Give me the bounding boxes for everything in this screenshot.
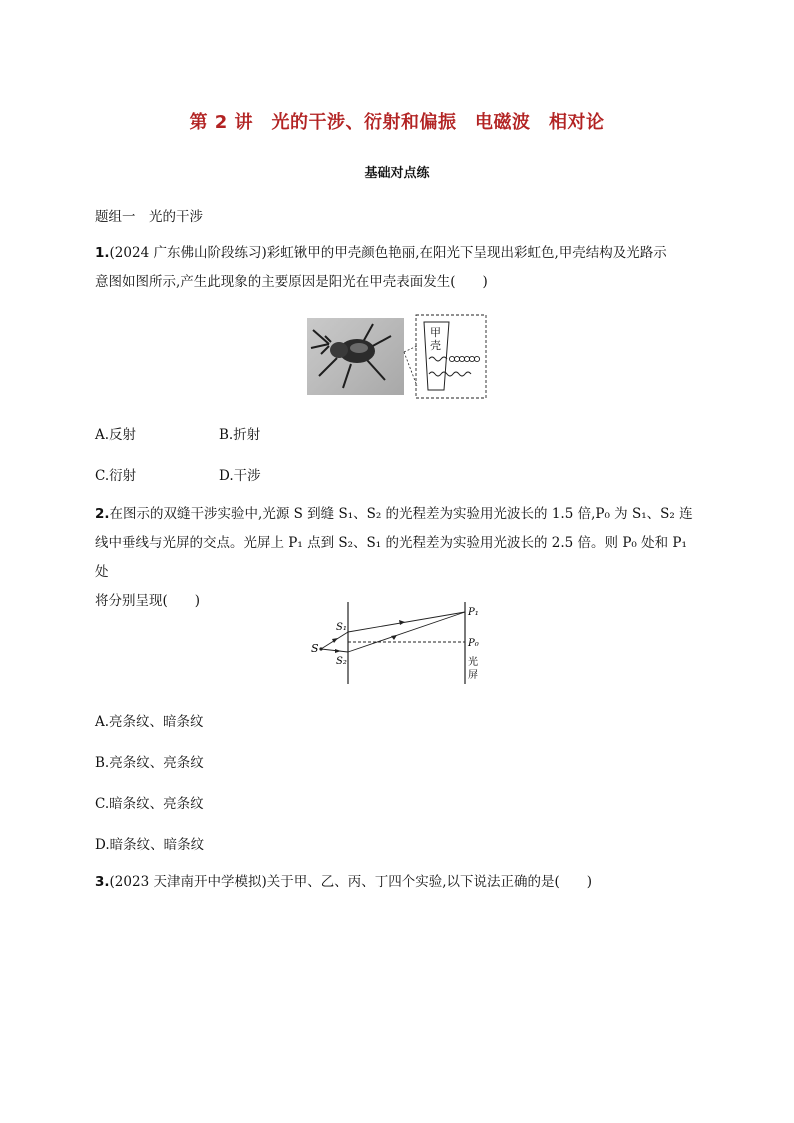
reflected-beam: [449, 356, 479, 361]
q2-option-d: D.暗条纹、暗条纹: [95, 837, 205, 853]
arrow-icon: [332, 638, 338, 643]
connector-line: [404, 352, 417, 386]
q2-option-b: B.亮条纹、亮条纹: [95, 755, 204, 771]
arrow-icon: [399, 620, 405, 625]
label-s1: S₁: [336, 622, 347, 633]
group-heading: 题组一 光的干涉: [95, 209, 203, 225]
label-p0: P₀: [468, 638, 479, 649]
ray-s2-p1: [348, 612, 465, 652]
label-screen-1: 光: [468, 657, 478, 668]
source-point: [319, 647, 322, 650]
page-title: 第 2 讲 光的干涉、衍射和偏振 电磁波 相对论: [189, 112, 605, 133]
question-2-line-1: 2.在图示的双缝干涉实验中,光源 S 到缝 S₁、S₂ 的光程差为实验用光波长的 1.5 倍,P₀ 为 S₁、S₂ 连: [95, 506, 693, 522]
shell-structure-diagram: [400, 312, 490, 402]
question-3: [95, 868, 695, 897]
label-s2: S₂: [336, 656, 347, 667]
beetle-photo: [307, 318, 404, 395]
label-screen-2: 屏: [468, 670, 478, 681]
question-1: [95, 239, 695, 297]
label-p1: P₁: [468, 607, 479, 618]
q1-option-d: D.干涉: [219, 468, 261, 484]
q1-option-a: A.反射: [95, 427, 137, 443]
ray-s1-p1: [348, 612, 465, 632]
question-1-line-2: 意图如图所示,产生此现象的主要原因是阳光在甲壳表面发生( ): [95, 274, 488, 290]
connector-line: [404, 346, 417, 352]
q2-option-c: C.暗条纹、亮条纹: [95, 796, 204, 812]
question-1-line-1: 1.(2024 广东佛山阶段练习)彩虹锹甲的甲壳颜色艳丽,在阳光下呈现出彩虹色,甲壳结构及光路示: [95, 245, 667, 261]
double-slit-diagram: [305, 596, 505, 688]
q1-option-b: B.折射: [219, 427, 261, 443]
question-2-number: 2.: [95, 506, 110, 522]
shell-label-1: 甲: [430, 326, 441, 339]
question-3-number: 3.: [95, 874, 110, 890]
q2-option-a: A.亮条纹、暗条纹: [95, 714, 204, 730]
question-1-number: 1.: [95, 245, 110, 261]
arrow-icon: [335, 649, 341, 653]
ray-s-s2: [321, 649, 348, 652]
q1-option-c: C.衍射: [95, 468, 137, 484]
section-heading: 基础对点练: [364, 166, 430, 181]
shell-label-2: 壳: [430, 339, 441, 352]
question-2-line-3: 将分别呈现( ): [95, 593, 201, 609]
arrow-icon: [391, 635, 397, 640]
beetle-icon: [307, 318, 404, 395]
label-s: S: [311, 642, 319, 655]
question-3-line-1: 3.(2023 天津南开中学模拟)关于甲、乙、丙、丁四个实验,以下说法正确的是( ): [95, 874, 593, 890]
question-2-line-2: 线中垂线与光屏的交点。光屏上 P₁ 点到 S₂、S₁ 的光程差为实验用光波长的 2.5 倍。则 P₀ 处和 P₁ 处: [95, 535, 687, 580]
